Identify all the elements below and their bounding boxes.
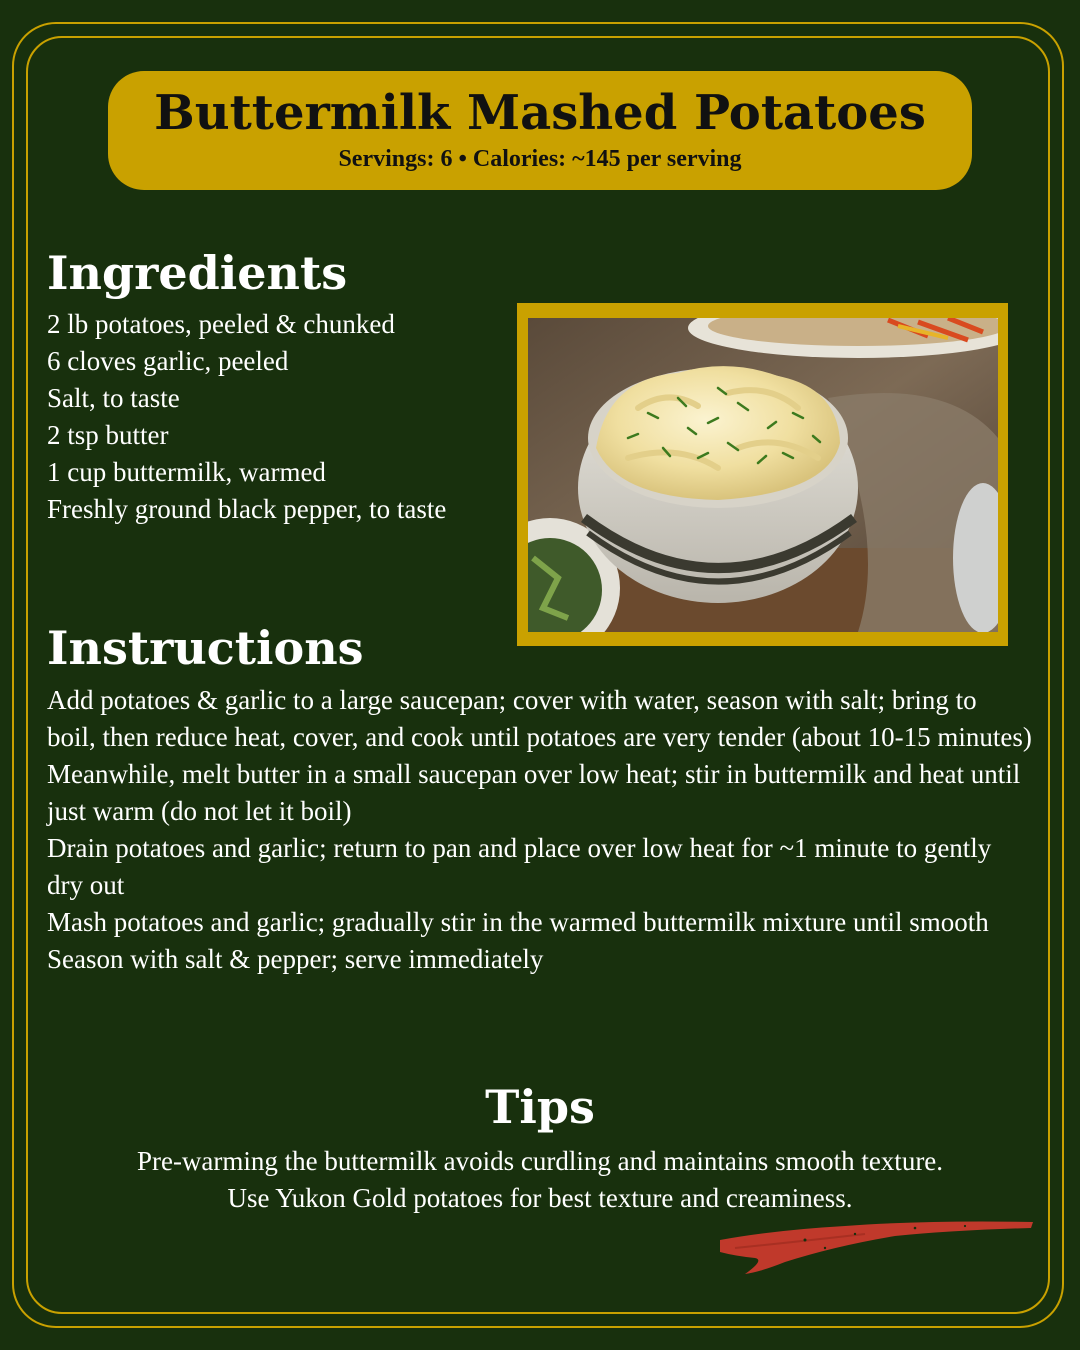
ingredients-list (47, 306, 517, 528)
mashed-potatoes-illustration (528, 318, 998, 632)
ingredient-item: Freshly ground black pepper, to taste (47, 494, 447, 524)
ingredient-item: 6 cloves garlic, peeled (47, 346, 289, 376)
tip-item: Use Yukon Gold potatoes for best texture and creaminess. (227, 1183, 853, 1213)
recipe-title: Buttermilk Mashed Potatoes (154, 85, 926, 141)
ingredient-item: 2 tsp butter (47, 420, 169, 450)
ingredient-item: 2 lb potatoes, peeled & chunked (47, 309, 395, 339)
mashed-potatoes-photo (528, 318, 998, 632)
ingredients-heading: Ingredients (47, 246, 348, 300)
instructions-list (47, 682, 1032, 978)
title-banner (108, 71, 972, 190)
instructions-heading: Instructions (47, 621, 364, 675)
instruction-step: Mash potatoes and garlic; gradually stir in the warmed buttermilk mixture until smooth (47, 907, 989, 937)
instruction-step: Drain potatoes and garlic; return to pan and place over low heat for ~1 minute to gently dry out (47, 833, 992, 900)
tips-heading: Tips (485, 1080, 595, 1134)
red-brush-stroke (715, 1212, 1035, 1282)
instruction-step: Season with salt & pepper; serve immediately (47, 944, 544, 974)
ingredient-item: 1 cup buttermilk, warmed (47, 457, 326, 487)
recipe-photo-frame (517, 303, 1008, 646)
tips-list (0, 1143, 1080, 1217)
instruction-step: Meanwhile, melt butter in a small saucepan over low heat; stir in buttermilk and heat until just warm (do not let it boil) (47, 759, 1021, 826)
tip-item: Pre-warming the buttermilk avoids curdling and maintains smooth texture. (136, 1146, 944, 1176)
ingredient-item: Salt, to taste (47, 383, 180, 413)
recipe-subtitle: Servings: 6 • Calories: ~145 per serving (338, 146, 742, 172)
instruction-step: Add potatoes & garlic to a large saucepan; cover with water, season with salt; bring to boil, then reduce heat, cover, and cook until potatoes are very tender (about 10-15 minutes) (47, 685, 1032, 752)
